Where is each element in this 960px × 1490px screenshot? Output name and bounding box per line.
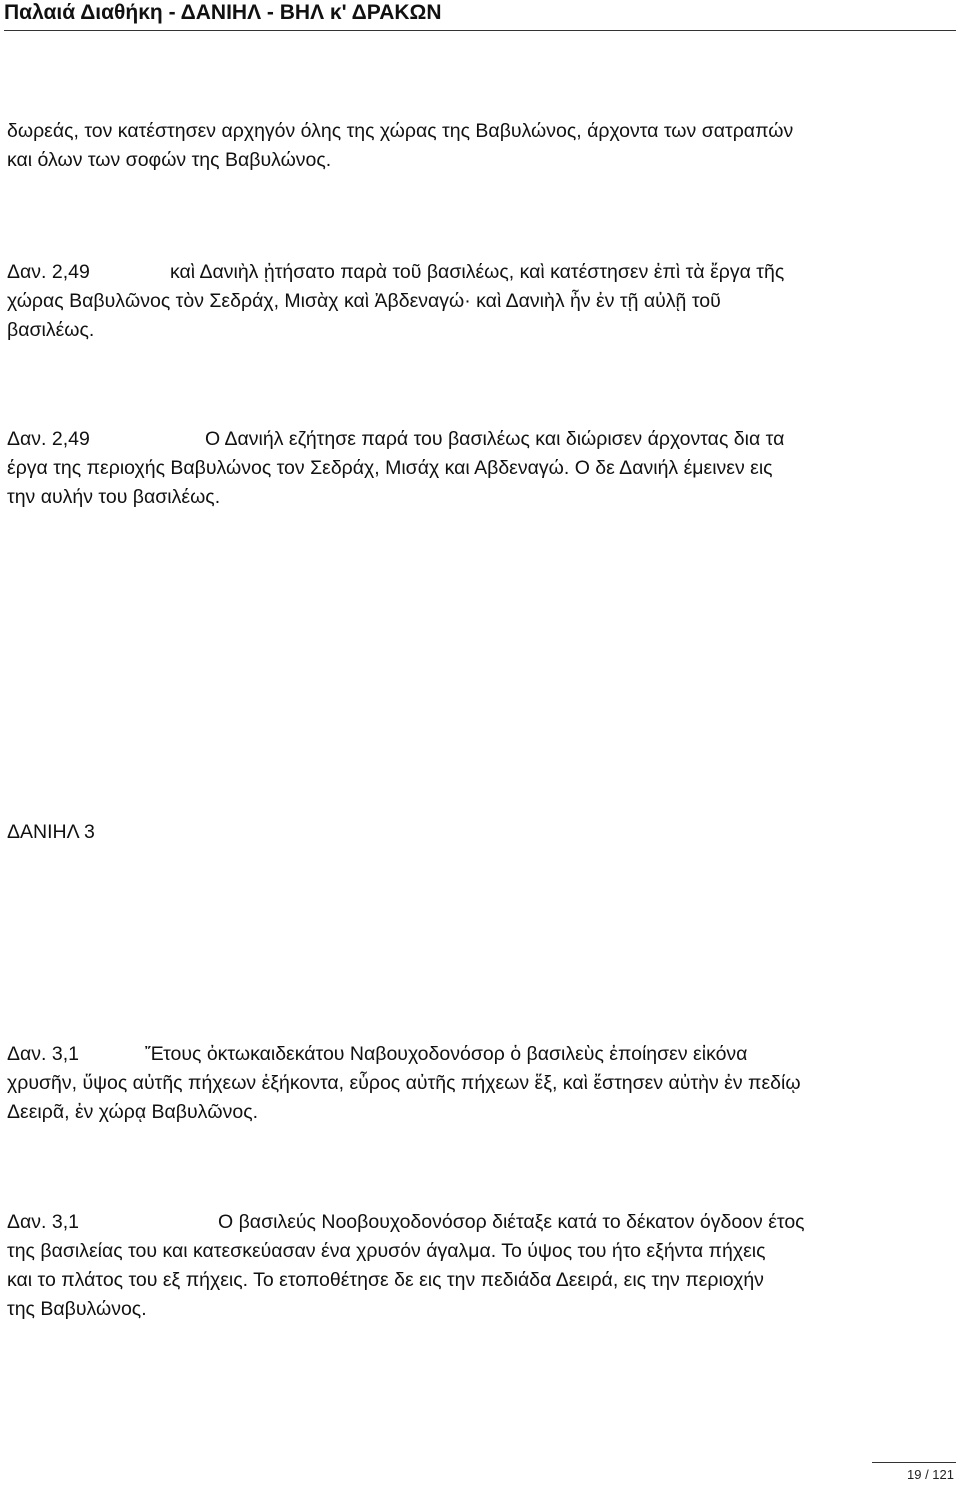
verse-reference: Δαν. 3,1 [7,1043,79,1065]
text-line: βασιλέως. [7,319,95,341]
text-line: έργα της περιοχής Βαβυλώνος τον Σεδράχ, Μισάχ και Αβδεναγώ. Ο δε Δανιήλ έμεινεν εις [7,457,773,479]
chapter-heading: ΔΑΝΙΗΛ 3 [7,821,95,843]
verse-paragraph-ancient [7,258,952,345]
verse-text: Ἔτους ὀκτωκαιδεκάτου Ναβουχοδονόσορ ὁ βασιλεὺς ἐποίησεν εἰκόνα [145,1043,748,1065]
verse-text: καὶ Δανιὴλ ᾐτήσατο παρὰ τοῦ βασιλέως, καὶ κατέστησεν ἐπὶ τὰ ἔργα τῆς [170,261,785,283]
text-line [7,1040,952,1069]
text-line [7,425,952,454]
text-line: και το πλάτος του εξ πήχεις. Το ετοποθέτησε δε εις την πεδιάδα Δεειρά, εις την περιοχήν [7,1269,764,1291]
text-line: δωρεάς, τον κατέστησεν αρχηγόν όλης της χώρας της Βαβυλώνος, άρχοντα των σατραπών [7,120,794,142]
verse-text: Ο Δανιήλ εζήτησε παρά του βασιλέως και διώρισεν άρχοντας δια τα [205,428,785,450]
page-header-title: Παλαιά Διαθήκη - ΔΑΝΙΗΛ - ΒΗΛ κ' ΔΡΑΚΩΝ [4,1,442,24]
text-line [7,1208,952,1237]
verse-paragraph-ancient [7,1040,952,1127]
text-line: Δεειρᾶ, ἐν χώρᾳ Βαβυλῶνος. [7,1101,259,1123]
verse-paragraph-modern [7,425,952,512]
text-line: της βασιλείας του και κατεσκεύασαν ένα χρυσόν άγαλμα. Το ύψος του ήτο εξήντα πήχεις [7,1240,766,1262]
verse-paragraph-modern [7,1208,952,1324]
text-line: χώρας Βαβυλῶνος τὸν Σεδράχ, Μισὰχ καὶ Ἀβδεναγώ· καὶ Δανιὴλ ἦν ἐν τῇ αὐλῇ τοῦ [7,290,721,312]
header-divider [4,30,956,31]
verse-reference: Δαν. 2,49 [7,428,90,450]
verse-reference: Δαν. 3,1 [7,1211,79,1233]
continuation-paragraph [7,117,952,175]
footer-divider [872,1462,956,1463]
verse-reference: Δαν. 2,49 [7,261,90,283]
text-line: της Βαβυλώνος. [7,1298,147,1320]
verse-text: Ο βασιλεύς Νοοβουχοδονόσορ διέταξε κατά το δέκατον όγδοον έτος [218,1211,805,1233]
text-line: την αυλήν του βασιλέως. [7,486,221,508]
text-line [7,258,952,287]
text-line: χρυσῆν, ὕψος αὐτῆς πήχεων ἑξήκοντα, εὖρος αὐτῆς πήχεων ἕξ, καὶ ἔστησεν αὐτὴν ἐν πεδίῳ [7,1072,801,1094]
text-line: και όλων των σοφών της Βαβυλώνος. [7,149,332,171]
page-number: 19 / 121 [907,1467,954,1482]
